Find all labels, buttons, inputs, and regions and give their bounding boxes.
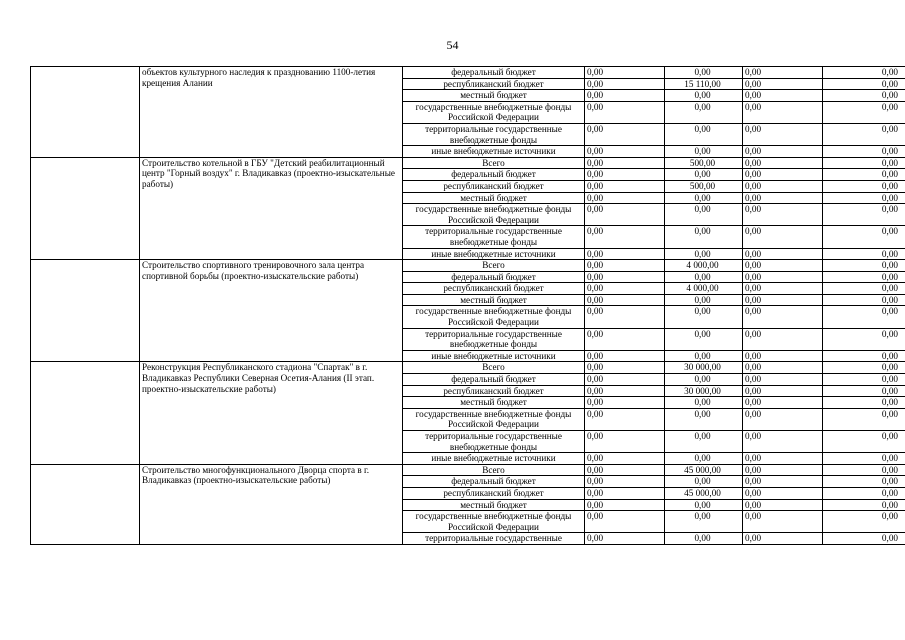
amount-cell: 45 000,00: [665, 487, 743, 499]
funding-source-cell: территориальные государственные: [403, 533, 585, 545]
amount-cell: 0,00: [585, 453, 665, 465]
funding-source-cell: республиканский бюджет: [403, 487, 585, 499]
amount-cell: 0,00: [823, 476, 905, 488]
table-row: [31, 260, 905, 272]
amount-cell: 0,00: [823, 397, 905, 409]
amount-cell: 0,00: [743, 123, 823, 145]
budget-table: [30, 66, 905, 545]
funding-source-cell: государственные внебюджетные фонды Российской Федерации: [403, 511, 585, 533]
amount-cell: 0,00: [665, 397, 743, 409]
amount-cell: 0,00: [665, 169, 743, 181]
amount-cell: 0,00: [823, 283, 905, 295]
amount-cell: 0,00: [743, 67, 823, 79]
amount-cell: 0,00: [665, 271, 743, 283]
amount-cell: 0,00: [585, 374, 665, 386]
amount-cell: 0,00: [665, 408, 743, 430]
funding-source-cell: иные внебюджетные источники: [403, 248, 585, 260]
project-name-cell: Реконструкция Республиканского стадиона "Спартак" в г. Владикавказ Республики Северная Осетия-Алания (II этап. проектно-изыскательские работы): [140, 362, 403, 464]
amount-cell: 0,00: [585, 464, 665, 476]
amount-cell: 0,00: [585, 385, 665, 397]
amount-cell: 0,00: [665, 306, 743, 328]
amount-cell: 0,00: [743, 306, 823, 328]
funding-source-cell: территориальные государственные внебюджетные фонды: [403, 328, 585, 350]
funding-source-cell: Всего: [403, 157, 585, 169]
amount-cell: 0,00: [585, 146, 665, 158]
amount-cell: 0,00: [743, 487, 823, 499]
amount-cell: 0,00: [585, 192, 665, 204]
row-number-cell: [31, 157, 140, 259]
amount-cell: 0,00: [823, 464, 905, 476]
amount-cell: 0,00: [823, 362, 905, 374]
amount-cell: 0,00: [585, 476, 665, 488]
amount-cell: 0,00: [823, 204, 905, 226]
amount-cell: 0,00: [823, 294, 905, 306]
amount-cell: 0,00: [743, 374, 823, 386]
table-row: [31, 67, 905, 79]
amount-cell: 0,00: [823, 90, 905, 102]
funding-source-cell: территориальные государственные внебюджетные фонды: [403, 123, 585, 145]
amount-cell: 0,00: [743, 362, 823, 374]
amount-cell: 0,00: [665, 248, 743, 260]
funding-source-cell: республиканский бюджет: [403, 180, 585, 192]
amount-cell: 0,00: [665, 533, 743, 545]
table-row: [31, 157, 905, 169]
budget-table-body: [31, 67, 905, 545]
amount-cell: 0,00: [823, 328, 905, 350]
amount-cell: 0,00: [585, 169, 665, 181]
amount-cell: 0,00: [585, 397, 665, 409]
amount-cell: 0,00: [823, 453, 905, 465]
row-number-cell: [31, 67, 140, 158]
amount-cell: 0,00: [743, 146, 823, 158]
amount-cell: 0,00: [665, 499, 743, 511]
amount-cell: 0,00: [585, 499, 665, 511]
amount-cell: 0,00: [585, 533, 665, 545]
amount-cell: 0,00: [665, 350, 743, 362]
amount-cell: 0,00: [823, 350, 905, 362]
funding-source-cell: местный бюджет: [403, 294, 585, 306]
amount-cell: 0,00: [665, 328, 743, 350]
funding-source-cell: федеральный бюджет: [403, 169, 585, 181]
amount-cell: 0,00: [743, 226, 823, 248]
funding-source-cell: федеральный бюджет: [403, 67, 585, 79]
funding-source-cell: иные внебюджетные источники: [403, 453, 585, 465]
amount-cell: 4 000,00: [665, 283, 743, 295]
amount-cell: 0,00: [743, 431, 823, 453]
amount-cell: 0,00: [585, 294, 665, 306]
amount-cell: 500,00: [665, 157, 743, 169]
funding-source-cell: местный бюджет: [403, 499, 585, 511]
funding-source-cell: государственные внебюджетные фонды Российской Федерации: [403, 408, 585, 430]
amount-cell: 0,00: [743, 157, 823, 169]
amount-cell: 45 000,00: [665, 464, 743, 476]
amount-cell: 4 000,00: [665, 260, 743, 272]
amount-cell: 0,00: [823, 67, 905, 79]
amount-cell: 0,00: [823, 374, 905, 386]
amount-cell: 0,00: [585, 123, 665, 145]
row-number-cell: [31, 464, 140, 544]
funding-source-cell: местный бюджет: [403, 192, 585, 204]
funding-source-cell: территориальные государственные внебюджетные фонды: [403, 431, 585, 453]
amount-cell: 0,00: [585, 226, 665, 248]
table-row: [31, 362, 905, 374]
amount-cell: 0,00: [823, 180, 905, 192]
row-number-cell: [31, 260, 140, 362]
funding-source-cell: республиканский бюджет: [403, 78, 585, 90]
amount-cell: 0,00: [743, 192, 823, 204]
amount-cell: 0,00: [823, 499, 905, 511]
amount-cell: 0,00: [585, 362, 665, 374]
amount-cell: 0,00: [823, 385, 905, 397]
amount-cell: 0,00: [743, 453, 823, 465]
amount-cell: 0,00: [743, 408, 823, 430]
amount-cell: 0,00: [665, 90, 743, 102]
amount-cell: 0,00: [665, 294, 743, 306]
amount-cell: 0,00: [743, 499, 823, 511]
amount-cell: 0,00: [585, 306, 665, 328]
amount-cell: 0,00: [585, 67, 665, 79]
funding-source-cell: территориальные государственные внебюджетные фонды: [403, 226, 585, 248]
amount-cell: 0,00: [743, 271, 823, 283]
amount-cell: 0,00: [743, 78, 823, 90]
amount-cell: 0,00: [743, 101, 823, 123]
funding-source-cell: местный бюджет: [403, 90, 585, 102]
amount-cell: 30 000,00: [665, 385, 743, 397]
amount-cell: 0,00: [823, 123, 905, 145]
project-name-cell: объектов культурного наследия к празднованию 1100-летия крещения Алании: [140, 67, 403, 158]
amount-cell: 0,00: [585, 101, 665, 123]
funding-source-cell: республиканский бюджет: [403, 283, 585, 295]
page-number: 54: [446, 38, 459, 52]
funding-source-cell: иные внебюджетные источники: [403, 146, 585, 158]
amount-cell: 0,00: [665, 101, 743, 123]
amount-cell: 0,00: [823, 431, 905, 453]
amount-cell: 0,00: [743, 180, 823, 192]
amount-cell: 0,00: [823, 192, 905, 204]
funding-source-cell: Всего: [403, 362, 585, 374]
amount-cell: 0,00: [743, 169, 823, 181]
amount-cell: 0,00: [585, 408, 665, 430]
amount-cell: 0,00: [665, 67, 743, 79]
amount-cell: 0,00: [743, 248, 823, 260]
amount-cell: 0,00: [743, 294, 823, 306]
amount-cell: 0,00: [823, 533, 905, 545]
amount-cell: 0,00: [823, 146, 905, 158]
funding-source-cell: республиканский бюджет: [403, 385, 585, 397]
amount-cell: 0,00: [823, 157, 905, 169]
amount-cell: 0,00: [585, 78, 665, 90]
amount-cell: 500,00: [665, 180, 743, 192]
funding-source-cell: Всего: [403, 464, 585, 476]
funding-source-cell: местный бюджет: [403, 397, 585, 409]
amount-cell: 15 110,00: [665, 78, 743, 90]
amount-cell: 0,00: [585, 248, 665, 260]
amount-cell: 0,00: [743, 464, 823, 476]
amount-cell: 0,00: [665, 146, 743, 158]
amount-cell: 0,00: [665, 204, 743, 226]
amount-cell: 0,00: [823, 248, 905, 260]
amount-cell: 0,00: [585, 271, 665, 283]
amount-cell: 0,00: [743, 533, 823, 545]
amount-cell: 0,00: [585, 90, 665, 102]
amount-cell: 0,00: [585, 204, 665, 226]
amount-cell: 0,00: [585, 350, 665, 362]
funding-source-cell: иные внебюджетные источники: [403, 350, 585, 362]
amount-cell: 0,00: [665, 511, 743, 533]
amount-cell: 0,00: [665, 431, 743, 453]
amount-cell: 0,00: [585, 180, 665, 192]
project-name-cell: Строительство котельной в ГБУ "Детский реабилитационный центр "Горный воздух" г. Владикавказ (проектно-изыскательные работы): [140, 157, 403, 259]
amount-cell: 0,00: [823, 408, 905, 430]
funding-source-cell: государственные внебюджетные фонды Российской Федерации: [403, 306, 585, 328]
amount-cell: 0,00: [823, 169, 905, 181]
amount-cell: 0,00: [665, 453, 743, 465]
amount-cell: 0,00: [585, 157, 665, 169]
amount-cell: 0,00: [823, 511, 905, 533]
amount-cell: 0,00: [743, 385, 823, 397]
amount-cell: 0,00: [743, 260, 823, 272]
amount-cell: 0,00: [585, 431, 665, 453]
funding-source-cell: Всего: [403, 260, 585, 272]
amount-cell: 0,00: [743, 511, 823, 533]
amount-cell: 0,00: [585, 260, 665, 272]
amount-cell: 0,00: [823, 306, 905, 328]
amount-cell: 0,00: [823, 78, 905, 90]
amount-cell: 0,00: [743, 90, 823, 102]
amount-cell: 0,00: [585, 487, 665, 499]
funding-source-cell: федеральный бюджет: [403, 271, 585, 283]
amount-cell: 0,00: [665, 192, 743, 204]
amount-cell: 0,00: [743, 397, 823, 409]
funding-source-cell: федеральный бюджет: [403, 374, 585, 386]
funding-source-cell: федеральный бюджет: [403, 476, 585, 488]
row-number-cell: [31, 362, 140, 464]
amount-cell: 0,00: [823, 487, 905, 499]
funding-source-cell: государственные внебюджетные фонды Российской Федерации: [403, 101, 585, 123]
project-name-cell: Строительство спортивного тренировочного зала центра спортивной борьбы (проектно-изыскательские работы): [140, 260, 403, 362]
amount-cell: 0,00: [823, 101, 905, 123]
amount-cell: 0,00: [743, 283, 823, 295]
amount-cell: 0,00: [585, 328, 665, 350]
amount-cell: 0,00: [665, 374, 743, 386]
funding-source-cell: государственные внебюджетные фонды Российской Федерации: [403, 204, 585, 226]
amount-cell: 0,00: [823, 226, 905, 248]
amount-cell: 0,00: [743, 328, 823, 350]
amount-cell: 0,00: [823, 271, 905, 283]
amount-cell: 0,00: [743, 204, 823, 226]
project-name-cell: Строительство многофункционального Дворца спорта в г. Владикавказ (проектно-изыскательские работы): [140, 464, 403, 544]
amount-cell: 0,00: [823, 260, 905, 272]
amount-cell: 0,00: [743, 350, 823, 362]
amount-cell: 0,00: [585, 283, 665, 295]
amount-cell: 0,00: [665, 123, 743, 145]
amount-cell: 0,00: [665, 476, 743, 488]
amount-cell: 0,00: [743, 476, 823, 488]
amount-cell: 0,00: [665, 226, 743, 248]
amount-cell: 0,00: [585, 511, 665, 533]
table-row: [31, 464, 905, 476]
amount-cell: 30 000,00: [665, 362, 743, 374]
